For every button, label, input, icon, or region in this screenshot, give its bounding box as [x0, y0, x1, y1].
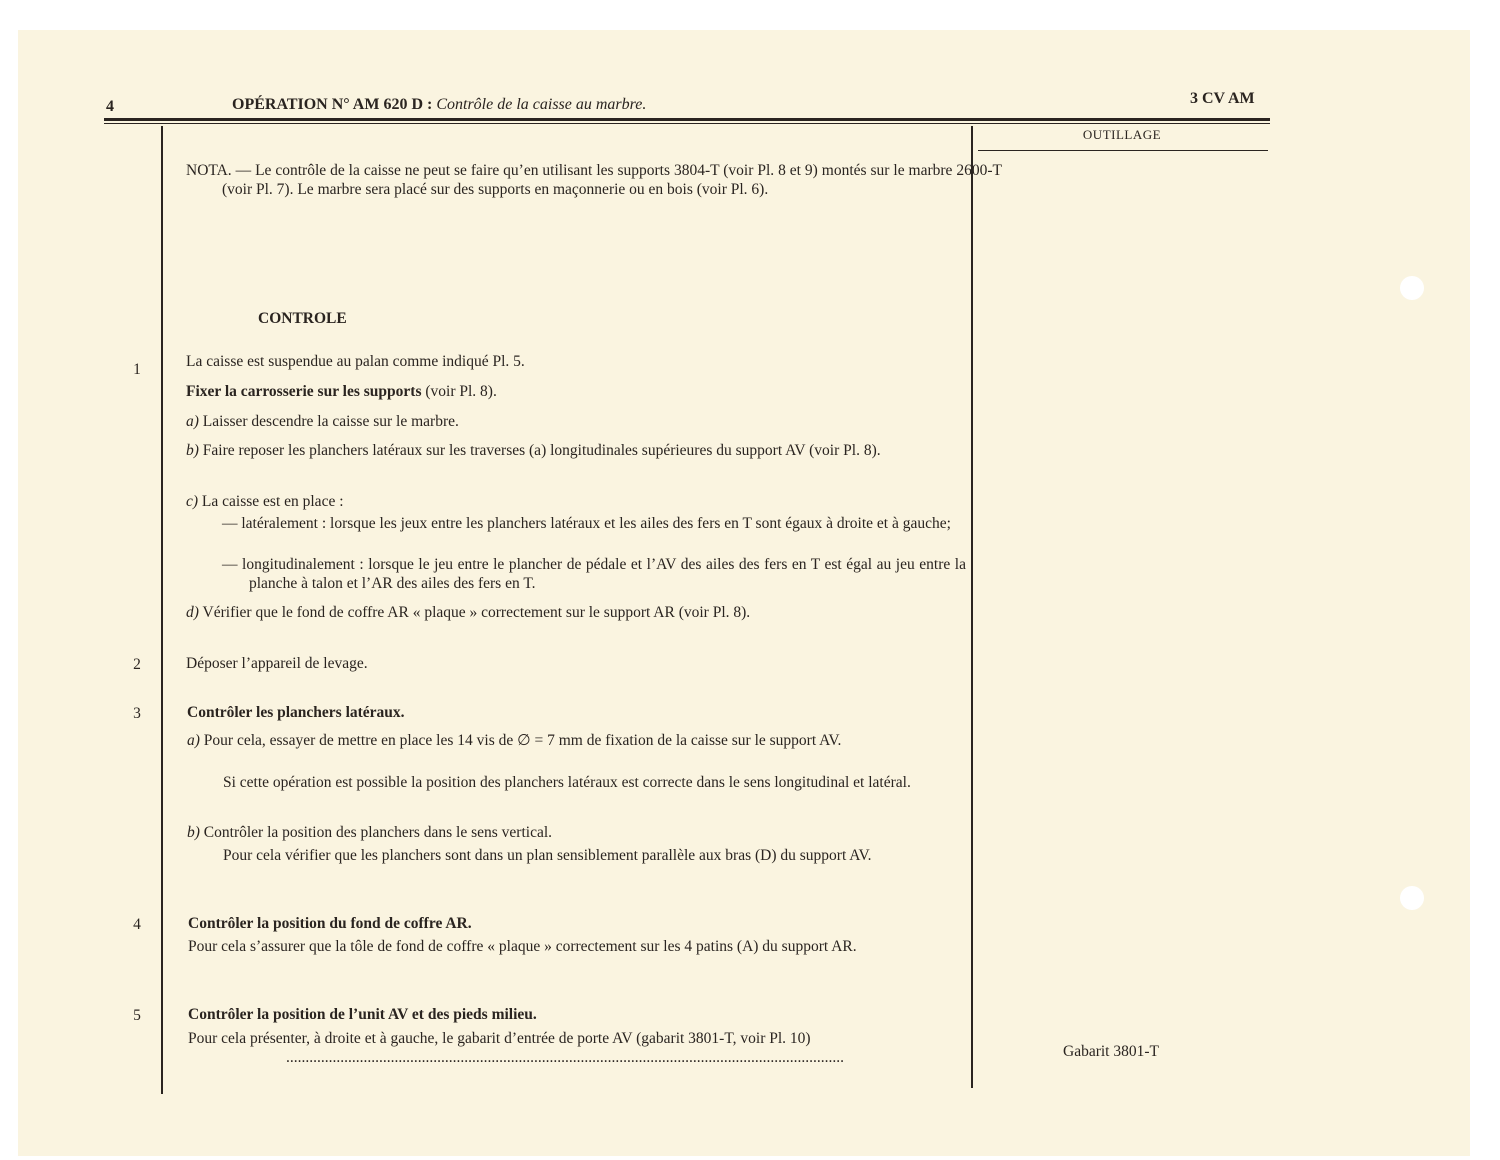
punch-hole-top [1400, 276, 1424, 300]
step-4-text: Pour cela s’assurer que la tôle de fond de coffre « plaque » correctement sur les 4 patins (A) du support AR. [188, 938, 857, 955]
model-label: 3 CV AM [1190, 90, 1255, 107]
header-rule-thin [104, 123, 1270, 124]
header-rule-thick [104, 118, 1270, 121]
margin-column-line [161, 126, 163, 1094]
step-1-item-b: b) Faire reposer les planchers latéraux sur les traverses (a) longitudinales supérieures du support AV (voir Pl. 8). [186, 442, 881, 459]
section-title: CONTROLE [258, 310, 347, 327]
step-1-item-c-longitudinal: — longitudinalement : lorsque le jeu entre le plancher de pédale et l’AV des ailes des fers en T est égal au jeu entre la planche à talon et l’AR des ailes des fers en T. [222, 556, 966, 592]
step-1-title: Fixer la carrosserie sur les supports (voir Pl. 8). [186, 383, 497, 400]
step-number-4: 4 [133, 916, 141, 933]
step-1-item-c-lateral: — latéralement : lorsque les jeux entre les planchers latéraux et les ailes des fers en T sont égaux à droite et à gauche; [222, 515, 951, 532]
step-1-intro: La caisse est suspendue au palan comme indiqué Pl. 5. [186, 353, 525, 370]
step-number-1: 1 [133, 361, 141, 378]
step-3-item-b-note: Pour cela vérifier que les planchers sont dans un plan sensiblement parallèle aux bras (D) du support AV. [223, 847, 872, 864]
step-3-item-b: b) Contrôler la position des planchers dans le sens vertical. [187, 824, 553, 841]
step-2-text: Déposer l’appareil de levage. [186, 655, 368, 672]
step-5-leader-dots: ................................................................................................................................................ [286, 1049, 844, 1066]
step-5-title: Contrôler la position de l’unit AV et des pieds milieu. [188, 1006, 537, 1023]
tooling-heading-rule [978, 150, 1268, 151]
step-1-item-d: d) Vérifier que le fond de coffre AR « plaque » correctement sur le support AR (voir Pl. 8). [186, 604, 751, 621]
step-3-title: Contrôler les planchers latéraux. [187, 704, 405, 721]
step-1-item-c: c) La caisse est en place : [186, 493, 344, 510]
punch-hole-bottom [1400, 886, 1424, 910]
tooling-column-line [971, 126, 973, 1088]
tooling-item-gabarit: Gabarit 3801-T [1063, 1043, 1159, 1060]
step-4-title: Contrôler la position du fond de coffre AR. [188, 915, 472, 932]
step-number-2: 2 [133, 656, 141, 673]
page-title [232, 96, 646, 114]
tooling-heading: OUTILLAGE [1082, 127, 1162, 142]
step-1-item-a: a) Laisser descendre la caisse sur le marbre. [186, 413, 459, 430]
nota-paragraph: NOTA. — Le contrôle de la caisse ne peut se faire qu’en utilisant les supports 3804-T (voir Pl. 8 et 9) montés sur le marbre 2600-T (voir Pl. 7). Le marbre sera placé sur des supports en maçonnerie ou en bois (voir Pl. 6). [186, 162, 1002, 198]
page-number: 4 [106, 98, 114, 115]
step-3-item-a-note: Si cette opération est possible la position des planchers latéraux est correcte dans le sens longitudinal et latéral. [223, 774, 911, 791]
step-3-item-a: a) Pour cela, essayer de mettre en place les 14 vis de ∅ = 7 mm de fixation de la caisse sur le support AV. [187, 732, 842, 749]
step-number-5: 5 [133, 1007, 141, 1024]
operation-subtitle: Contrôle de la caisse au marbre. [436, 96, 647, 113]
step-5-text: Pour cela présenter, à droite et à gauche, le gabarit d’entrée de porte AV (gabarit 3801-T, voir Pl. 10) [188, 1030, 811, 1047]
operation-code: OPÉRATION N° AM 620 D : [232, 96, 433, 113]
step-number-3: 3 [133, 705, 141, 722]
